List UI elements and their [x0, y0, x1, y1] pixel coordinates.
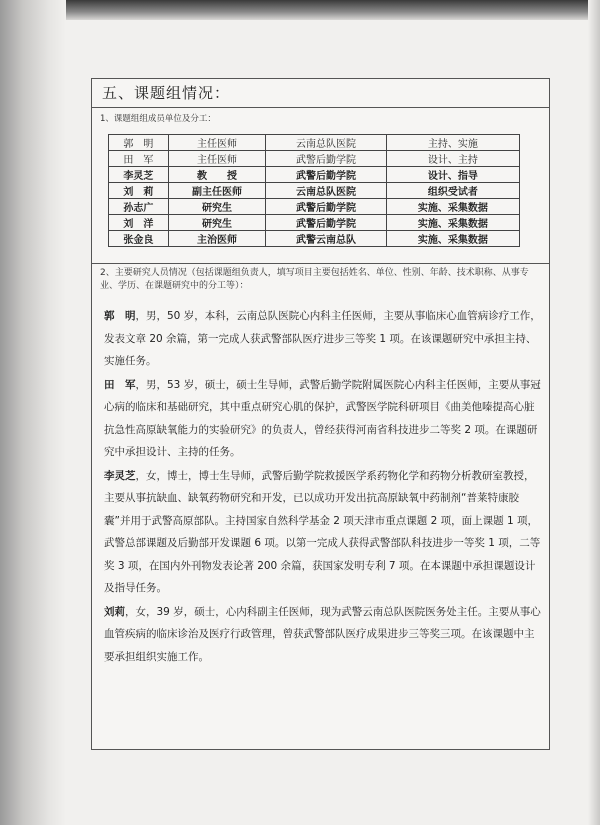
bio-paragraph [104, 305, 542, 373]
bio-paragraph [104, 601, 542, 669]
member-role: 主持、实施 [386, 135, 519, 151]
members-table [108, 134, 520, 247]
table-row [109, 183, 520, 199]
bio-paragraph [104, 465, 542, 600]
scan-shadow-top [0, 0, 600, 20]
divider [92, 107, 549, 108]
member-unit: 云南总队医院 [266, 183, 387, 199]
member-role: 实施、采集数据 [386, 199, 519, 215]
member-title: 研究生 [168, 215, 266, 231]
bio-name: 郭 明 [104, 310, 136, 322]
divider [92, 263, 549, 264]
bio-text: ，女，39 岁，硕士，心内科副主任医师，现为武警云南总队医院医务处主任。主要从事心血管疾病的临床诊治及医疗行政管理，曾获武警部队医疗成果进步三等奖三项。在该课题中主要承担组织实施工作。 [104, 605, 541, 663]
table-row [109, 215, 520, 231]
member-role: 实施、采集数据 [386, 215, 519, 231]
member-role: 设计、指导 [386, 167, 519, 183]
researcher-bios [104, 305, 542, 669]
section-title: 五、课题组情况： [102, 84, 231, 102]
member-unit: 武警后勤学院 [266, 199, 387, 215]
bio-text: ，男，50 岁，本科，云南总队医院心内科主任医师，主要从事临床心血管病诊疗工作，发表文章 20 余篇，第一完成人获武警部队医疗进步三等奖 1 项。在该课题研究中承担主持、实施任务。 [104, 310, 541, 367]
member-role: 设计、主持 [386, 151, 519, 167]
table-row [109, 199, 520, 215]
bio-text: ，男，53 岁，硕士，硕士生导师，武警后勤学院附属医院心内科主任医师，主要从事冠心病的临床和基础研究，其中重点研究心肌的保护，武警医学院科研项目《曲美他嗪提高心脏抗急性高原缺氧能力的实验研究》的负责人，曾经获得河南省科技进步二等奖 2 项。在课题研究中承担设计、主持的任务。 [104, 378, 541, 458]
member-name: 张金良 [109, 231, 169, 247]
member-name: 刘 莉 [109, 183, 169, 199]
member-role: 组织受试者 [386, 183, 519, 199]
table-row [109, 151, 520, 167]
bio-name: 田 军 [104, 378, 136, 391]
table-row [109, 135, 520, 151]
member-title: 主治医师 [168, 231, 266, 247]
member-unit: 武警后勤学院 [266, 151, 387, 167]
bio-paragraph [104, 374, 542, 464]
members-caption: 1、课题组组成员单位及分工： [100, 114, 216, 124]
member-name: 刘 洋 [109, 215, 169, 231]
member-name: 田 军 [109, 151, 169, 167]
table-row [109, 231, 520, 247]
table-row [109, 167, 520, 183]
bio-text: ，女，博士，博士生导师，武警后勤学院救援医学系药物化学和药物分析教研室教授，主要从事抗缺血、缺氧药物研究和开发，已以成功开发出抗高原缺氧中药制剂“普莱特康胶囊”并用于武警高原部队。主持国家自然科学基金 2 项天津市重点课题 2 项，面上课题 1 项，武警总部课题及后勤部开发课题 6 项。以第一完成人获得武警部队科技进步一等奖 1 项，二等奖 3 项，在国内外刊物发表论著 200 余篇，获国家发明专利 7 项。在本课题中承担课题设计及指导任务。 [104, 469, 541, 594]
member-role: 实施、采集数据 [386, 231, 519, 247]
member-unit: 云南总队医院 [266, 135, 387, 151]
bio-name: 李灵芝 [104, 469, 136, 482]
member-title: 研究生 [168, 199, 266, 215]
researchers-caption: 2、主要研究人员情况（包括课题组负责人，填写项目主要包括姓名、单位、性别、年龄、技术职称、从事专业、学历、在课题研究中的分工等）： [100, 268, 529, 291]
scan-shadow-left [0, 0, 66, 825]
member-title: 主任医师 [168, 151, 266, 167]
member-unit: 武警后勤学院 [266, 215, 387, 231]
member-name: 李灵芝 [109, 167, 169, 183]
member-unit: 武警云南总队 [266, 231, 387, 247]
member-title: 主任医师 [168, 135, 266, 151]
member-title: 教 授 [168, 167, 266, 183]
form-section-frame [91, 78, 550, 750]
bio-name: 刘莉 [104, 605, 125, 618]
member-name: 郭 明 [109, 135, 169, 151]
member-name: 孙志广 [109, 199, 169, 215]
member-unit: 武警后勤学院 [266, 167, 387, 183]
member-title: 副主任医师 [168, 183, 266, 199]
scan-shadow-right [588, 0, 600, 825]
